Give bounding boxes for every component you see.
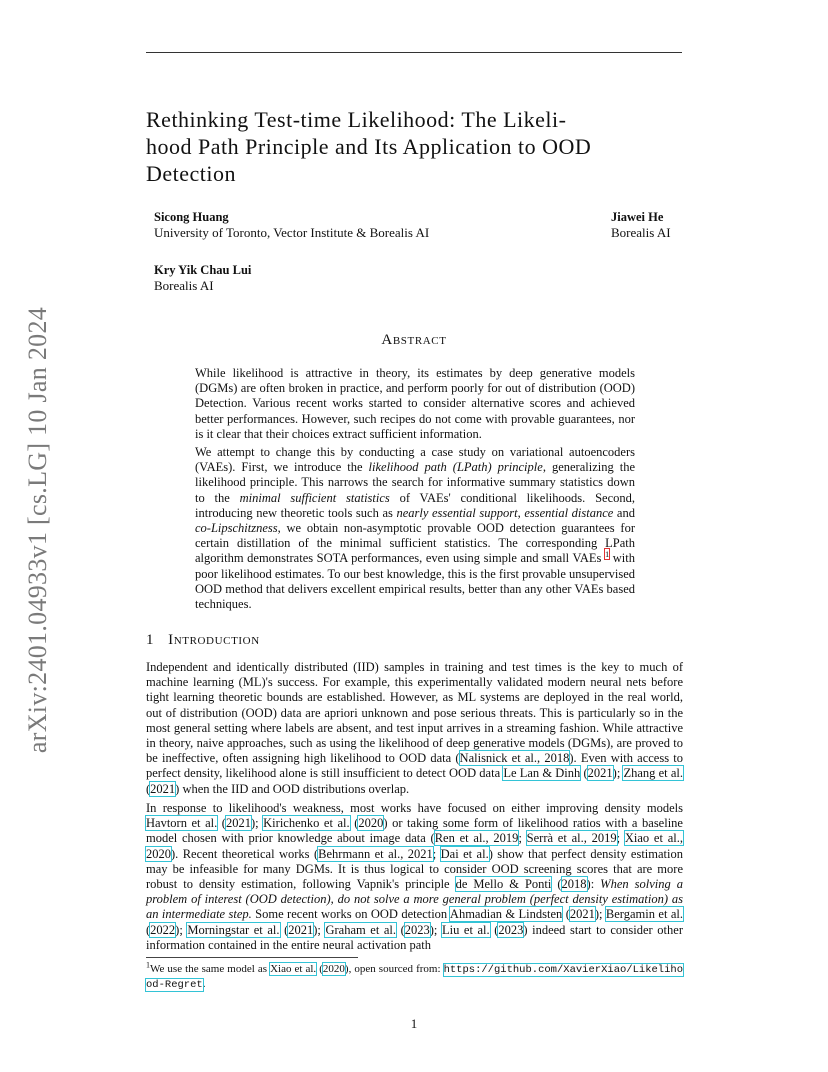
text: ; bbox=[518, 831, 527, 846]
citation-link[interactable]: Morningstar et al. bbox=[187, 922, 280, 937]
citation-year-link[interactable]: 2020 bbox=[322, 963, 345, 975]
text: We use the same model as bbox=[150, 963, 271, 975]
title-line-3: Detection bbox=[146, 161, 237, 186]
citation-year-link[interactable]: 2021 bbox=[288, 922, 314, 937]
section-heading bbox=[146, 632, 260, 649]
text: ; bbox=[432, 846, 441, 861]
citation-year-link[interactable]: 2021 bbox=[587, 766, 613, 781]
footnote-mark: 1 bbox=[146, 960, 150, 970]
citation-year-link[interactable]: 2023 bbox=[498, 922, 524, 937]
emphasis: minimal sufficient statistics bbox=[239, 490, 390, 505]
citation-link[interactable]: Serrà et al., 2019 bbox=[526, 831, 617, 846]
text: ). Recent theoretical works ( bbox=[171, 846, 319, 861]
citation-link[interactable]: de Mello & Ponti bbox=[455, 877, 552, 892]
citation-year-link[interactable]: 2020 bbox=[358, 816, 384, 831]
text: with poor likelihood estimates. To our best knowledge, this is the first provable unsupervised OOD method that delivers excellent empirical results, better than any other VAEs based techniques. bbox=[195, 551, 635, 612]
abstract-paragraph-2 bbox=[195, 445, 635, 612]
footnote: $^1$We use the same model as Xiao et al. (2020), open sourced from: https://github.com/XavierXiao/Likelihood-Regret. bbox=[146, 960, 684, 991]
citation-link[interactable]: Nalisnick et al., 2018 bbox=[459, 751, 570, 766]
abstract-heading bbox=[0, 332, 828, 349]
text: : bbox=[590, 877, 601, 892]
author-affiliation: Borealis AI bbox=[154, 278, 214, 293]
footnote-rule bbox=[146, 957, 358, 958]
top-rule bbox=[146, 52, 682, 53]
text: , generalizing the likelihood principle. This narrows the search for informative summary statistics down to the bbox=[195, 460, 636, 505]
text: Independent and identically distributed (IID) samples in training and test times is the key to much of machine learning (ML)'s success. For example, this experimentally validated modern neural nets before tight learning theoretic bounds are established. However, as ML systems are deployed in the real world, out of distribution (OOD) data are apriori unknown and pose serious threats. This is particularly so in the most general setting where labels are absent, and test input arrives in a streaming fashion. While attractive in theory, naive approaches, such as using the likelihood of deep generative models (DGMs), are proved to be ineffective, often assigning high likelihood to OOD data ( bbox=[146, 660, 683, 766]
text: ; bbox=[616, 766, 624, 781]
citation-year-link[interactable]: 2021 bbox=[569, 907, 595, 922]
text: ; bbox=[599, 907, 606, 922]
citation-link[interactable]: Behrmann et al., 2021 bbox=[318, 846, 433, 861]
text: . bbox=[202, 978, 206, 990]
citation-year-link[interactable]: 2018 bbox=[561, 877, 587, 892]
footnote-link[interactable]: 1 bbox=[604, 549, 610, 560]
url-link[interactable]: https://github.com/XavierXiao/Likelihood-Regret bbox=[146, 964, 684, 991]
emphasis: When solving a problem of interest (OOD detection), do not solve a more general problem (perfect density estimation) as an intermediate step. bbox=[146, 877, 683, 922]
text: ; bbox=[179, 922, 188, 937]
emphasis: likelihood path (LPath) principle bbox=[368, 460, 543, 475]
intro-paragraph-1: Independent and identically distributed (IID) samples in training and test times is the key to much of machine learning (ML)'s success. For example, this experimentally validated modern neural nets before tight learning theoretic bounds are established. However, as ML systems are deployed in the real world, out of distribution (OOD) data are apriori unknown and pose serious threats. This is particularly so in the most general setting where labels are absent, and test input arrives in a streaming fashion. While attractive in theory, naive approaches, such as using the likelihood of deep generative models (DGMs), are proved to be ineffective, often assigning high likelihood to OOD data (Nalisnick et al., 2018). Even with access to perfect density, likelihood alone is still insufficient to detect OOD data Le Lan & Dinh (2021); Zhang et al. (2021) when the IID and OOD distributions overlap. bbox=[146, 660, 683, 796]
text: or taking some form of likelihood ratios with a baseline model chosen with prior knowledge about image data ( bbox=[146, 816, 683, 846]
intro-paragraph-2: In response to likelihood's weakness, most works have focused on either improving density models Havtorn et al. (2021); Kirichenko et al. (2020) or taking some form of likelihood ratios with a baseline model chosen with prior knowledge about image data (Ren et al., 2019; Serrà et al., 2019; Xiao et al., 2020). Recent theoretical works (Behrmann et al., 2021; Dai et al.) show that perfect density estimation may be infeasible for many DGMs. It is thus logical to consider OOD screening scores that are more robust to density estimation, following Vapnik's principle de Mello & Ponti (2018): When solving a problem of interest (OOD detection), do not solve a more general problem (perfect density estimation) as an intermediate step. Some recent works on OOD detection Ahmadian & Lindsten (2021); Bergamin et al. (2022); Morningstar et al. (2021); Graham et al. (2023); Liu et al. (2023) indeed start to consider other information contained in the entire neural activation path bbox=[146, 801, 683, 952]
abstract-paragraph-1: While likelihood is attractive in theory, its estimates by deep generative models (DGMs) are often broken in practice, and perform poorly for out of distribution (OOD) Detection. Various recent works started to consider alternative scores and achieved better performances. However, such recipes do not come with provable guarantees, nor is it clear that their choices extract sufficient information. bbox=[195, 366, 635, 441]
emphasis: essential distance bbox=[524, 505, 614, 520]
citation-link[interactable]: Havtorn et al. bbox=[146, 816, 218, 831]
citation-link[interactable]: Ren et al., 2019 bbox=[434, 831, 519, 846]
author-block-2 bbox=[611, 210, 671, 241]
author-name: Sicong Huang bbox=[154, 210, 229, 224]
citation-link[interactable]: Bergamin et al. bbox=[605, 907, 683, 922]
citation-link[interactable]: Xiao et al., 2020 bbox=[146, 831, 683, 861]
citation-year-link[interactable]: 2023 bbox=[404, 922, 430, 937]
text: ). Even with access to perfect density, likelihood alone is still insufficient to detect OOD data bbox=[146, 751, 683, 781]
arxiv-id[interactable]: arXiv:2401.04933v1 [cs.LG] 10 Jan 2024 bbox=[23, 306, 52, 754]
text: and bbox=[613, 505, 635, 520]
text: Some recent works on OOD detection bbox=[251, 907, 450, 922]
citation-link[interactable]: Liu et al. bbox=[441, 922, 490, 937]
citation-link[interactable]: Kirichenko et al. bbox=[263, 816, 350, 831]
text: In response to likelihood's weakness, most works have focused on either improving density models bbox=[146, 801, 683, 815]
title-line-1: Rethinking Test-time Likelihood: The Likeli- bbox=[146, 107, 567, 132]
citation-year-link[interactable]: 2022 bbox=[150, 922, 176, 937]
text: ; bbox=[255, 816, 264, 831]
citation-link[interactable]: Zhang et al. bbox=[623, 766, 683, 781]
text: indeed start to consider other information contained in the entire neural activation path bbox=[146, 922, 683, 952]
citation-year-link[interactable]: 2021 bbox=[150, 781, 176, 796]
author-block-3 bbox=[154, 263, 251, 294]
emphasis: nearly essential support bbox=[396, 505, 518, 520]
emphasis: co-Lipschitzness bbox=[195, 521, 278, 536]
text: ; bbox=[616, 831, 625, 846]
section-number: 1 bbox=[146, 632, 155, 648]
text: We attempt to change this by conducting a case study on variational autoencoders (VAEs). First, we introduce the bbox=[195, 445, 635, 475]
text: ; bbox=[433, 922, 442, 937]
author-block-1 bbox=[154, 210, 429, 241]
text: , bbox=[517, 505, 525, 520]
text: ; bbox=[317, 922, 326, 937]
abstract-heading-text: Abstract bbox=[381, 332, 447, 348]
citation-year-link[interactable]: 2021 bbox=[225, 816, 251, 831]
author-name: Kry Yik Chau Lui bbox=[154, 263, 252, 277]
citation-link[interactable]: Ahmadian & Lindsten bbox=[449, 907, 563, 922]
text: when the IID and OOD distributions overlap. bbox=[179, 781, 410, 796]
text: , we obtain non-asymptotic provable OOD detection guarantees for certain distillation of the minimal sufficient statistics. The corresponding LPath algorithm demonstrates SOTA performances, even using simple and small VAEs bbox=[195, 521, 635, 566]
author-affiliation: University of Toronto, Vector Institute & Borealis AI bbox=[154, 225, 430, 240]
citation-link[interactable]: Xiao et al. bbox=[270, 963, 317, 975]
paper-title bbox=[146, 106, 706, 187]
text: ) show that perfect density estimation may be infeasible for many DGMs. It is thus logical to consider OOD screening scores that are more robust to density estimation, following Vapnik's principle bbox=[146, 846, 683, 892]
citation-link[interactable]: Graham et al. bbox=[325, 922, 397, 937]
page-number: 1 bbox=[410, 1016, 418, 1031]
author-name: Jiawei He bbox=[611, 210, 664, 224]
citation-link[interactable]: Dai et al. bbox=[440, 846, 489, 861]
citation-link[interactable]: Le Lan & Dinh bbox=[503, 766, 581, 781]
title-line-2: hood Path Principle and Its Application to OOD bbox=[146, 134, 592, 159]
section-title: Introduction bbox=[168, 632, 260, 648]
text: of VAEs' conditional likelihoods. Second, introducing new theoretic tools such as bbox=[195, 490, 635, 520]
author-affiliation: Borealis AI bbox=[611, 225, 671, 240]
text: , open sourced from: bbox=[348, 963, 444, 975]
